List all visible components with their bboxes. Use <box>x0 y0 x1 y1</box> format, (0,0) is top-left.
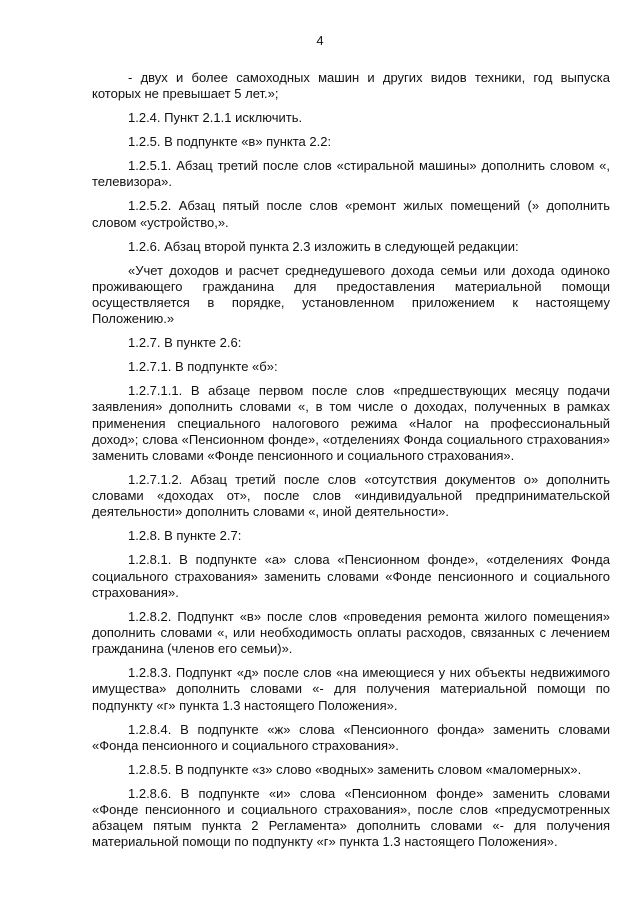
paragraph-16: 1.2.8.4. В подпункте «ж» слова «Пенсионного фонда» заменить словами «Фонда пенсионного и социального страхования». <box>92 721 610 753</box>
paragraph-7: «Учет доходов и расчет среднедушевого дохода семьи или дохода одиноко проживающего гражданина для предоставления материальной помощи осуществляется в порядке, установленном приложением к настоящему Положению.» <box>92 262 610 327</box>
paragraph-9: 1.2.7.1. В подпункте «б»: <box>128 359 278 375</box>
paragraph-4: 1.2.5.1. Абзац третий после слов «стиральной машины» дополнить словом «, телевизора». <box>92 158 610 190</box>
paragraph-17: 1.2.8.5. В подпункте «з» слово «водных» заменить словом «маломерных». <box>128 761 582 777</box>
paragraph-8: 1.2.7. В пункте 2.6: <box>128 335 242 351</box>
paragraph-1: - двух и более самоходных машин и других видов техники, год выпуска которых не превышает 5 лет.»; <box>92 70 610 102</box>
paragraph-11: 1.2.7.1.2. Абзац третий после слов «отсутствия документов о» дополнить словами «доходах от», после слов «индивидуальной предпринимательской деятельности» дополнить словами «, иной деятельности». <box>92 472 610 520</box>
paragraph-3: 1.2.5. В подпункте «в» пункта 2.2: <box>128 134 332 150</box>
paragraph-6: 1.2.6. Абзац второй пункта 2.3 изложить в следующей редакции: <box>128 238 519 254</box>
paragraph-5: 1.2.5.2. Абзац пятый после слов «ремонт жилых помещений (» дополнить словом «устройство,». <box>92 198 610 230</box>
paragraph-15: 1.2.8.3. Подпункт «д» после слов «на имеющиеся у них объекты недвижимого имущества» дополнить словами «- для получения материальной помощи по подпункту «г» пункта 1.3 настоящего Положения». <box>92 665 610 713</box>
paragraph-12: 1.2.8. В пункте 2.7: <box>128 528 242 544</box>
paragraph-10: 1.2.7.1.1. В абзаце первом после слов «предшествующих месяцу подачи заявления» дополнить словами «, в том числе о доходах, полученных в рамках применения специального налогового режима «Налог на профессиональный доход»; слова «Пенсионном фонде», «отделениях Фонда социального страхования» заменить словами «Фонде пенсионного и социального страхования». <box>92 383 610 464</box>
paragraph-2: 1.2.4. Пункт 2.1.1 исключить. <box>128 110 303 126</box>
document-body <box>92 70 610 858</box>
paragraph-13: 1.2.8.1. В подпункте «а» слова «Пенсионном фонде», «отделениях Фонда социального страхования» заменить словами «Фонде пенсионного и социального страхования». <box>92 552 610 600</box>
page-number: 4 <box>316 33 324 48</box>
paragraph-14: 1.2.8.2. Подпункт «в» после слов «проведения ремонта жилого помещения» дополнить словами «, или необходимость оплаты расходов, связанных с лечением гражданина (членов его семьи)». <box>92 608 610 657</box>
paragraph-18: 1.2.8.6. В подпункте «и» слова «Пенсионном фонде» заменить словами «Фонде пенсионного и социального страхования», после слов «предусмотренных абзацем пятым пункта 2 Регламента» дополнить словами «- для получения материальной помощи по подпункту «г» пункта 1.3 настоящего Положения». <box>92 785 610 850</box>
